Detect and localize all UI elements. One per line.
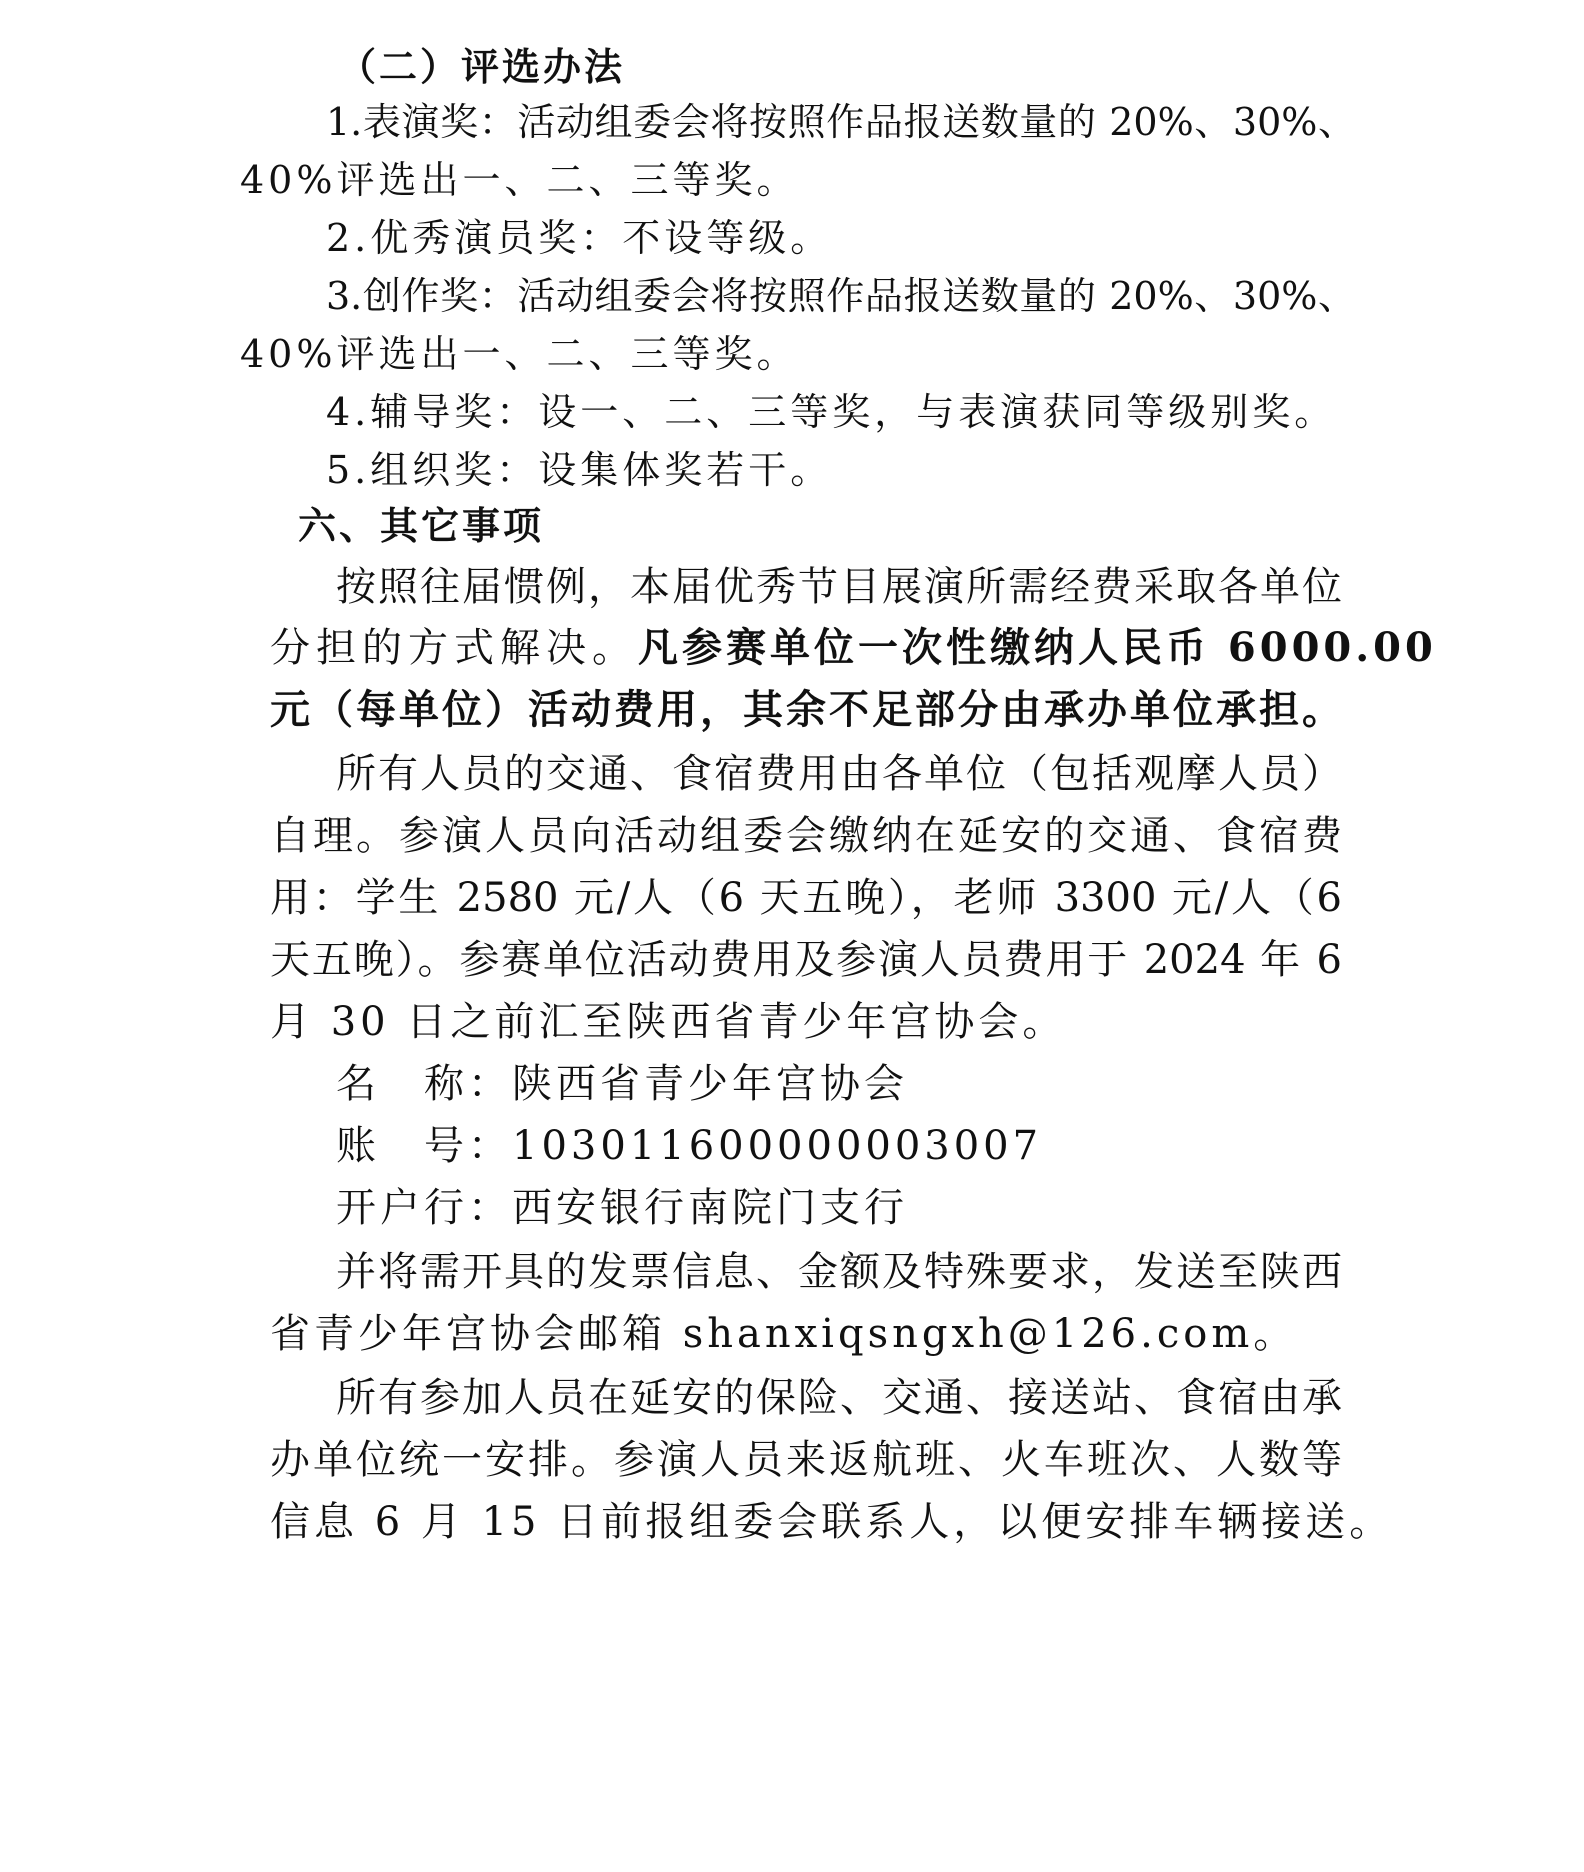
p1-line-2	[270, 624, 1437, 672]
p3-line-2: 省青少年宫协会邮箱 shanxiqsngxh@126.com。	[270, 1311, 1298, 1357]
p1-line-3-bold: 元（每单位）活动费用，其余不足部分由承办单位承担。	[270, 686, 1342, 733]
item-5-line-1: 5.组织奖：设集体奖若干。	[326, 448, 833, 492]
p1-line-2-bold: 凡参赛单位一次性缴纳人民币 6000.00	[638, 624, 1437, 671]
p4-line-2: 办单位统一安排。参演人员来返航班、火车班次、人数等	[270, 1437, 1342, 1483]
item-3-line-1: 3.创作奖：活动组委会将按照作品报送数量的 20%、30%、	[326, 274, 1356, 318]
p2-line-4: 天五晚）。参赛单位活动费用及参演人员费用于 2024 年 6	[270, 937, 1342, 983]
p1-line-1: 按照往届惯例，本届优秀节目展演所需经费采取各单位	[336, 564, 1342, 610]
p2-line-2: 自理。参演人员向活动组委会缴纳在延安的交通、食宿费	[270, 813, 1342, 859]
item-2-line-1: 2.优秀演员奖：不设等级。	[326, 216, 833, 260]
p2-line-3: 用：学生 2580 元/人（6 天五晚），老师 3300 元/人（6	[270, 875, 1342, 921]
p2-line-1: 所有人员的交通、食宿费用由各单位（包括观摩人员）	[336, 751, 1342, 797]
bank-name: 名 称：陕西省青少年宫协会	[336, 1061, 908, 1107]
p4-line-1: 所有参加人员在延安的保险、交通、接送站、食宿由承	[336, 1375, 1342, 1421]
item-3-line-2: 40%评选出一、二、三等奖。	[240, 332, 799, 376]
p4-line-3: 信息 6 月 15 日前报组委会联系人，以便安排车辆接送。	[270, 1499, 1394, 1545]
item-4-line-1: 4.辅导奖：设一、二、三等奖，与表演获同等级别奖。	[326, 390, 1337, 434]
item-1-line-1: 1.表演奖：活动组委会将按照作品报送数量的 20%、30%、	[326, 100, 1356, 144]
bank-branch: 开户行：西安银行南院门支行	[336, 1185, 908, 1231]
p3-line-1: 并将需开具的发票信息、金额及特殊要求，发送至陕西	[336, 1249, 1342, 1295]
bank-account: 账 号：103011600000003007	[336, 1123, 1043, 1169]
p1-line-2-normal: 分担的方式解决。	[270, 625, 638, 671]
section-two-heading: （二）评选办法	[338, 45, 626, 89]
section-six-heading: 六、其它事项	[298, 504, 545, 548]
item-1-line-2: 40%评选出一、二、三等奖。	[240, 158, 799, 202]
p2-line-5: 月 30 日之前汇至陕西省青少年宫协会。	[270, 999, 1067, 1045]
